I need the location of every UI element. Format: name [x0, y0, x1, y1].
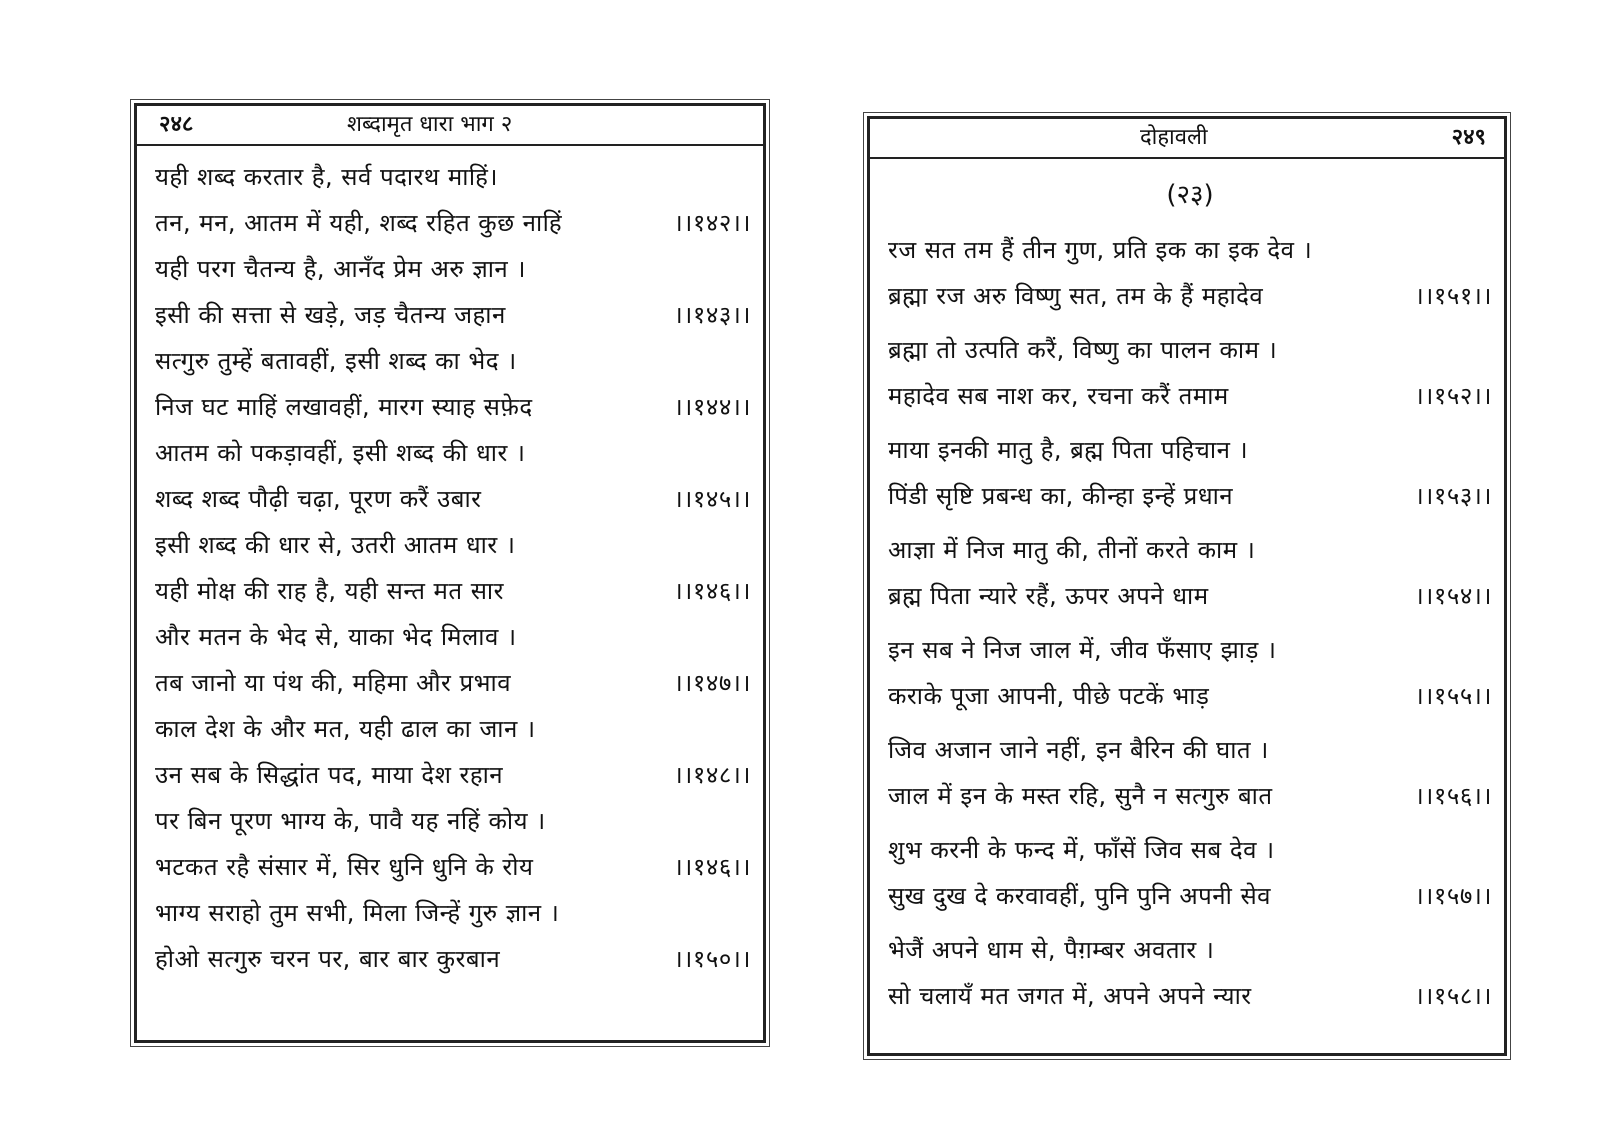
couplet-line-2-text: सुख दुख दे करवावहीं, पुनि पुनि अपनी सेव	[888, 882, 1272, 910]
couplet-line-2	[888, 273, 1492, 319]
couplet-line-2	[888, 973, 1492, 1019]
couplet-line-2	[155, 384, 751, 430]
section-number: (२३)	[1166, 180, 1214, 210]
couplet-number: ।।१४५।।	[673, 485, 751, 513]
couplet-line-1: यही परग चैतन्य है, आनँद प्रेम अरु ज्ञान ।	[155, 255, 526, 283]
couplet-line-2-text: भटकत रहै संसार में, सिर धुनि धुनि के रोय	[155, 853, 534, 881]
left-page	[134, 103, 766, 1043]
couplet	[888, 627, 1492, 719]
couplet	[888, 227, 1492, 319]
couplet-number: ।।१५३।।	[1414, 482, 1492, 510]
couplet-line-2	[155, 476, 751, 522]
couplet-line-2-text: उन सब के सिद्धांत पद, माया देश रहान	[155, 761, 504, 789]
couplet-line-2	[888, 573, 1492, 619]
couplet-line-2-text: तन, मन, आतम में यही, शब्द रहित कुछ नाहिं	[155, 209, 563, 237]
couplet-line-2-text: तब जानो या पंथ की, महिमा और प्रभाव	[155, 669, 512, 697]
couplet-number: ।।१४७।।	[673, 669, 751, 697]
couplet	[888, 427, 1492, 519]
couplet-line-2	[155, 936, 751, 982]
couplet-line-2-text: इसी की सत्ता से खड़े, जड़ चैतन्य जहान	[155, 301, 506, 329]
couplet-line-1: पर बिन पूरण भाग्य के, पावै यह नहिं कोय ।	[155, 807, 546, 835]
couplet-number: ।।१५६।।	[1414, 782, 1492, 810]
couplet-line-2	[888, 873, 1492, 919]
couplet-line-2	[155, 292, 751, 338]
couplet-line-1: आतम को पकड़ावहीं, इसी शब्द की धार ।	[155, 439, 526, 467]
couplet	[155, 706, 751, 798]
couplet-line-2	[155, 844, 751, 890]
couplet-number: ।।१४४।।	[673, 393, 751, 421]
couplet-line-2-text: ब्रह्मा रज अरु विष्णु सत, तम के हैं महादेव	[888, 282, 1264, 310]
couplet-line-1: आज्ञा में निज मातु की, तीनों करते काम ।	[888, 536, 1256, 564]
couplet-line-1: काल देश के और मत, यही ढाल का जान ।	[155, 715, 536, 743]
couplet-line-1: इसी शब्द की धार से, उतरी आतम धार ।	[155, 531, 516, 559]
right-page-number: २४९	[1451, 125, 1486, 150]
couplet-line-1: रज सत तम हैं तीन गुण, प्रति इक का इक देव ।	[888, 236, 1313, 264]
couplet-line-1: यही शब्द करतार है, सर्व पदारथ माहिं।	[155, 163, 498, 191]
couplet-line-2-text: शब्द शब्द पौढ़ी चढ़ा, पूरण करैं उबार	[155, 485, 482, 513]
couplet-number: ।।१५५।।	[1414, 682, 1492, 710]
couplet-line-1: सत्गुरु तुम्हें बतावहीं, इसी शब्द का भेद ।	[155, 347, 517, 375]
right-page-header	[870, 119, 1504, 159]
couplet-line-1: माया इनकी मातु है, ब्रह्म पिता पहिचान ।	[888, 436, 1249, 464]
couplet-line-2	[888, 473, 1492, 519]
couplet-number: ।।१४६।।	[673, 853, 751, 881]
couplet	[888, 827, 1492, 919]
right-page-body	[870, 159, 1504, 1019]
couplet-line-2-text: पिंडी सृष्टि प्रबन्ध का, कीन्हा इन्हें प्रधान	[888, 482, 1234, 510]
couplet-line-2-text: कराके पूजा आपनी, पीछे पटकें भाड़	[888, 682, 1210, 710]
left-page-title: शब्दामृत धारा भाग २	[347, 112, 513, 137]
couplet-line-2	[888, 673, 1492, 719]
couplet	[888, 327, 1492, 419]
couplet-number: ।।१४६।।	[673, 577, 751, 605]
couplet-line-2-text: होओ सत्गुरु चरन पर, बार बार कुरबान	[155, 945, 501, 973]
couplet-line-2	[155, 660, 751, 706]
couplet	[888, 727, 1492, 819]
left-page-body	[137, 146, 763, 982]
couplet-line-2-text: सो चलायँ मत जगत में, अपने अपने न्यार	[888, 982, 1252, 1010]
couplet-line-2	[155, 752, 751, 798]
couplet-line-1: भेजैं अपने धाम से, पैग़म्बर अवतार ।	[888, 936, 1215, 964]
couplet-line-2-text: महादेव सब नाश कर, रचना करैं तमाम	[888, 382, 1229, 410]
couplet-line-2-text: जाल में इन के मस्त रहि, सुनै न सत्गुरु बात	[888, 782, 1273, 810]
couplet-number: ।।१५४।।	[1414, 582, 1492, 610]
couplet-line-1: और मतन के भेद से, याका भेद मिलाव ।	[155, 623, 517, 651]
couplet-line-1: शुभ करनी के फन्द में, फाँसें जिव सब देव ।	[888, 836, 1275, 864]
left-page-header	[137, 106, 763, 146]
right-page	[867, 116, 1507, 1056]
couplet-line-2-text: यही मोक्ष की राह है, यही सन्त मत सार	[155, 577, 504, 605]
couplet-line-2	[888, 373, 1492, 419]
couplet	[888, 927, 1492, 1019]
couplet-number: ।।१५१।।	[1414, 282, 1492, 310]
right-page-title: दोहावली	[1140, 125, 1208, 150]
left-page-number: २४८	[159, 112, 194, 137]
couplet-number: ।।१५०।।	[673, 945, 751, 973]
couplet-line-1: भाग्य सराहो तुम सभी, मिला जिन्हें गुरु ज्ञान ।	[155, 899, 560, 927]
couplet-number: ।।१४८।।	[673, 761, 751, 789]
couplet-number: ।।१४२।।	[673, 209, 751, 237]
couplet	[155, 798, 751, 890]
couplet	[155, 246, 751, 338]
couplet-line-1: ब्रह्मा तो उत्पति करैं, विष्णु का पालन काम ।	[888, 336, 1278, 364]
couplet-line-2-text: ब्रह्म पिता न्यारे रहैं, ऊपर अपने धाम	[888, 582, 1209, 610]
couplet	[888, 527, 1492, 619]
couplet-line-1: जिव अजान जाने नहीं, इन बैरिन की घात ।	[888, 736, 1269, 764]
couplet-line-2	[888, 773, 1492, 819]
couplet-line-2-text: निज घट माहिं लखावहीं, मारग स्याह सफ़ेद	[155, 393, 533, 421]
couplet-line-1: इन सब ने निज जाल में, जीव फँसाए झाड़ ।	[888, 636, 1277, 664]
couplet	[155, 154, 751, 246]
couplet-number: ।।१५८।।	[1414, 982, 1492, 1010]
couplet-line-2	[155, 200, 751, 246]
couplet-number: ।।१५२।।	[1414, 382, 1492, 410]
couplet	[155, 614, 751, 706]
couplet-line-2	[155, 568, 751, 614]
couplet	[155, 890, 751, 982]
couplet-number: ।।१५७।।	[1414, 882, 1492, 910]
couplet	[155, 522, 751, 614]
couplet	[155, 338, 751, 430]
couplet	[155, 430, 751, 522]
couplet-number: ।।१४३।।	[673, 301, 751, 329]
